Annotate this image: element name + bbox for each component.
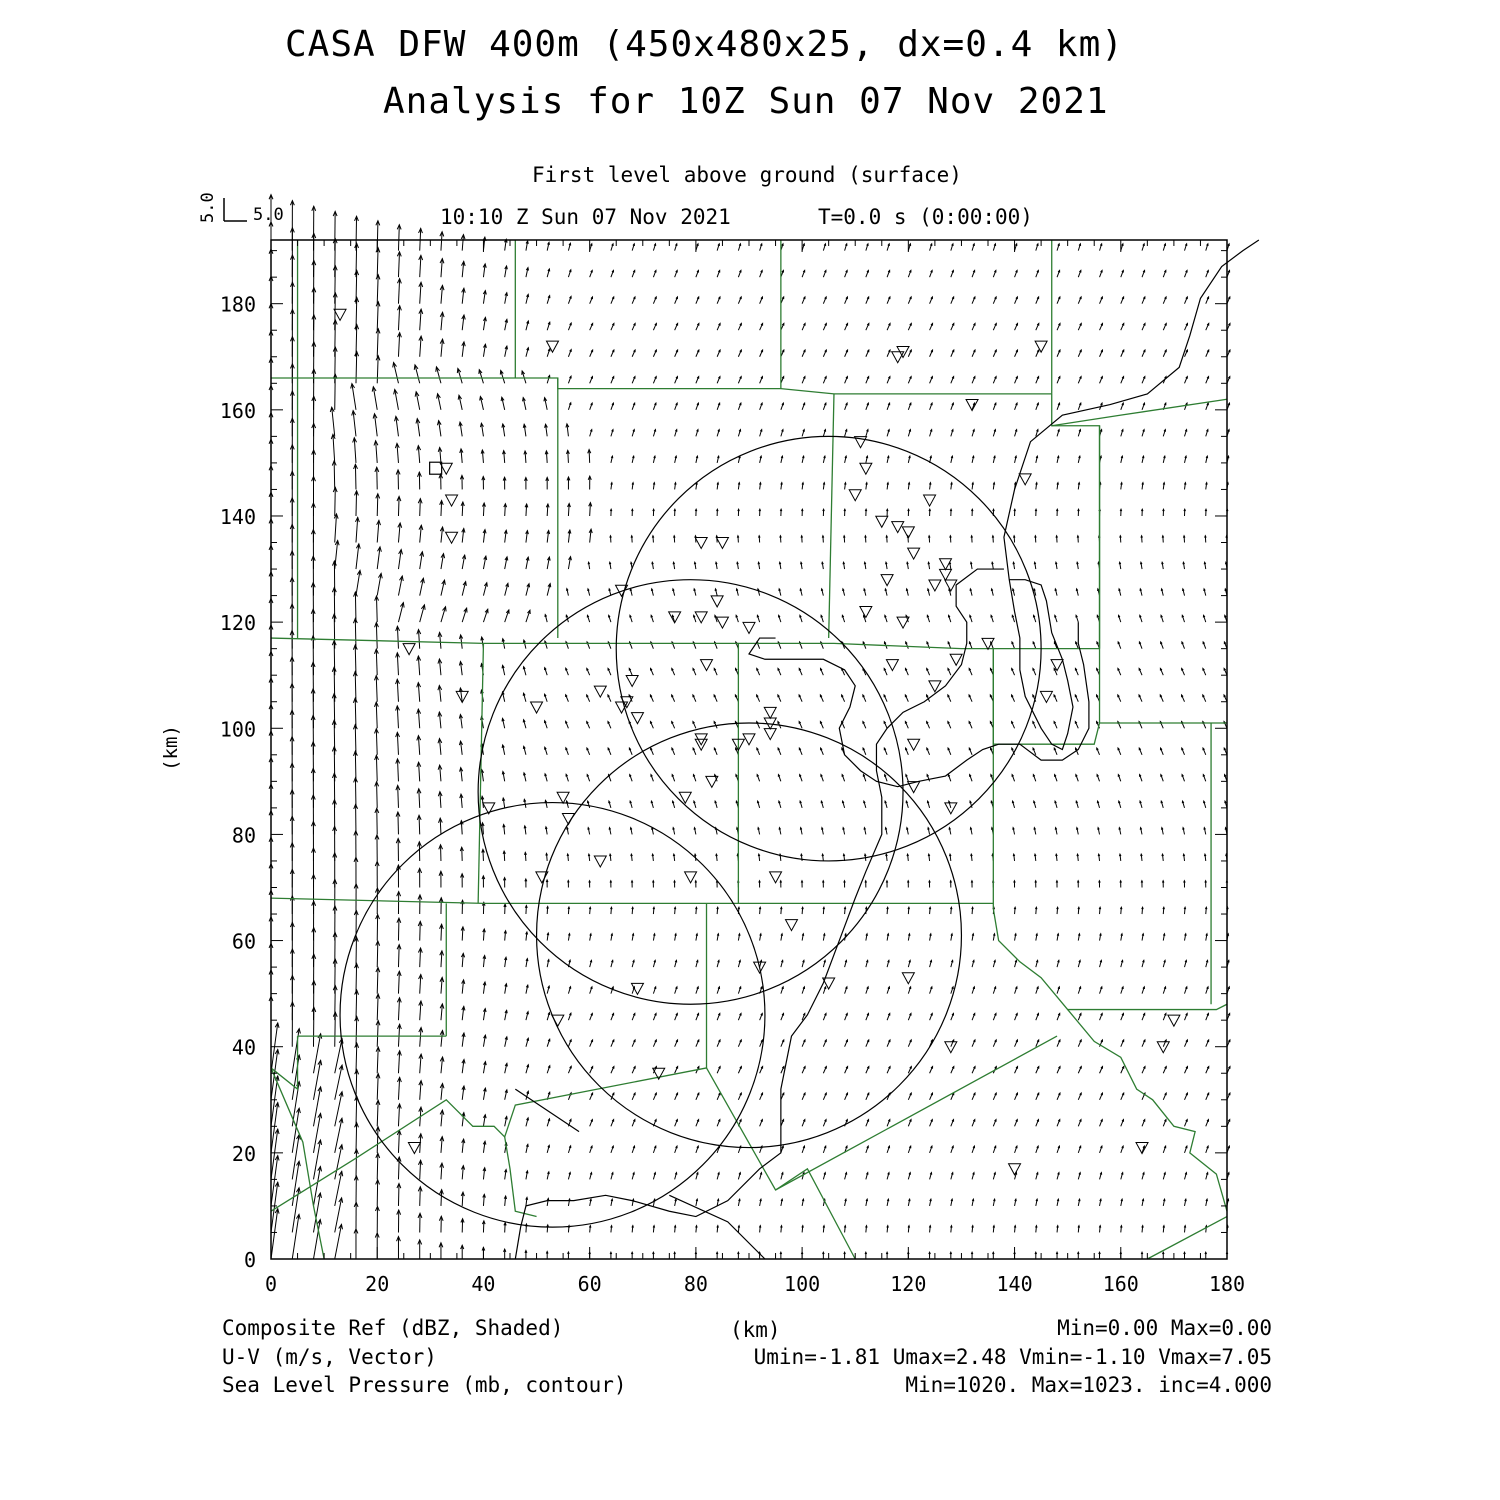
wind-vector <box>333 434 335 463</box>
wind-vector <box>420 1187 421 1206</box>
triangle-down-icon <box>785 920 797 931</box>
triangle-down-icon <box>1040 691 1052 702</box>
wind-vector <box>377 494 378 516</box>
triangle-down-icon <box>876 516 888 527</box>
wind-vector <box>292 1135 299 1180</box>
wind-vector <box>292 1161 299 1206</box>
triangle-down-icon <box>334 309 346 320</box>
triangle-down-icon <box>945 1042 957 1053</box>
wind-vector <box>377 968 378 994</box>
wind-vector <box>398 1104 399 1126</box>
x-tick-label: 180 <box>1208 1272 1246 1296</box>
subtitle-level: First level above ground (surface) <box>532 163 962 187</box>
triangle-down-icon <box>886 660 898 671</box>
wind-vector <box>419 789 420 808</box>
wind-vector <box>398 306 399 331</box>
wind-vector <box>377 329 378 357</box>
triangle-down-icon <box>743 622 755 633</box>
x-axis-label: (km) <box>730 1318 781 1342</box>
wind-vector <box>377 1021 378 1047</box>
footer-pressure-range: Min=1020. Max=1023. inc=4.000 <box>905 1373 1272 1397</box>
wind-vector <box>398 496 399 516</box>
triangle-down-icon <box>860 607 872 618</box>
wind-vector <box>397 653 398 675</box>
wind-vector <box>355 645 356 675</box>
wind-vector <box>292 1214 299 1259</box>
triangle-down-icon <box>626 676 638 687</box>
county-boundary <box>271 898 993 903</box>
wind-vector <box>398 945 399 967</box>
wind-vector <box>271 1129 278 1179</box>
triangle-down-icon <box>940 569 952 580</box>
wind-vector <box>377 1100 378 1126</box>
county-boundary <box>1100 426 1227 723</box>
wind-vector <box>335 514 337 543</box>
wind-vector <box>398 1130 399 1152</box>
wind-vector <box>376 649 377 675</box>
triangle-down-icon <box>929 580 941 591</box>
wind-vector <box>420 921 421 940</box>
y-tick-label: 20 <box>231 1141 256 1166</box>
triangle-down-icon <box>446 495 458 506</box>
x-tick-label: 120 <box>890 1272 927 1296</box>
triangle-down-icon <box>531 702 543 713</box>
wind-vector <box>398 279 399 304</box>
y-tick-label: 100 <box>219 717 256 742</box>
wind-vector <box>356 216 357 250</box>
county-boundary <box>1052 394 1100 649</box>
radar-range-rings <box>340 436 1041 1227</box>
wind-vector <box>355 592 356 622</box>
wind-vector <box>398 225 399 251</box>
vector-key-u-label: 5.0 <box>253 205 284 225</box>
wind-vector <box>271 1156 278 1206</box>
triangle-down-icon <box>408 1143 420 1154</box>
square-icon <box>430 462 442 474</box>
county-boundaries <box>271 240 1227 1259</box>
title-line-2: Analysis for 10Z Sun 07 Nov 2021 <box>383 81 1109 122</box>
triangle-down-icon <box>881 575 893 586</box>
wind-vector <box>398 333 399 357</box>
x-tick-label: 0 <box>264 1272 278 1296</box>
vector-key-v-label: 5.0 <box>198 192 218 223</box>
wind-vector <box>377 356 378 384</box>
subtitle-time: 10:10 Z Sun 07 Nov 2021 <box>440 205 731 229</box>
wind-vector <box>376 596 377 622</box>
x-tick-label: 80 <box>683 1272 708 1296</box>
wind-vector <box>441 1190 442 1206</box>
triangle-down-icon <box>695 612 707 623</box>
x-tick-label: 60 <box>577 1272 602 1296</box>
county-boundary <box>271 1068 707 1211</box>
county-boundary <box>271 378 1052 394</box>
wind-vector <box>377 248 378 277</box>
triangle-down-icon <box>770 872 782 883</box>
wind-vector <box>398 812 399 834</box>
x-tick-label: 160 <box>1102 1272 1139 1296</box>
triangle-down-icon <box>924 495 936 506</box>
y-tick-label: 120 <box>219 611 256 636</box>
y-tick-label: 160 <box>219 398 256 423</box>
wind-vector <box>377 302 378 330</box>
county-boundary <box>1068 1010 1227 1212</box>
pressure-contours <box>515 240 1259 1259</box>
triangle-down-icon <box>716 617 728 628</box>
triangle-down-icon <box>945 803 957 814</box>
wind-vector <box>355 464 356 489</box>
wind-vector <box>397 679 398 701</box>
wind-vector <box>420 1160 421 1179</box>
wind-vector <box>398 971 399 993</box>
wind-vector <box>376 623 377 649</box>
county-boundary <box>707 1036 1058 1190</box>
footer-reflectivity: Composite Ref (dBZ, Shaded) <box>222 1316 564 1340</box>
triangle-down-icon <box>695 538 707 549</box>
triangle-down-icon <box>1035 341 1047 352</box>
triangle-down-icon <box>685 872 697 883</box>
triangle-down-icon <box>1009 1164 1021 1175</box>
wind-vector <box>376 702 377 728</box>
county-boundary <box>829 394 834 638</box>
wind-vector <box>334 461 335 490</box>
wind-vector <box>376 755 377 781</box>
triangle-down-icon <box>1019 474 1031 485</box>
wind-vector <box>332 407 335 436</box>
subtitle-elapsed: T=0.0 s (0:00:00) <box>818 205 1033 229</box>
footer-wind-range: Umin=-1.81 Umax=2.48 Vmin=-1.10 Vmax=7.05 <box>753 1345 1272 1369</box>
triangle-down-icon <box>594 686 606 697</box>
wind-vector <box>377 941 378 967</box>
y-tick-label: 60 <box>231 929 256 954</box>
wind-vector <box>420 948 421 967</box>
wind-vector <box>376 729 377 755</box>
x-tick-label: 140 <box>996 1272 1033 1296</box>
x-tick-label: 40 <box>471 1272 496 1296</box>
wind-vector <box>419 815 420 834</box>
y-tick-label: 40 <box>231 1035 256 1060</box>
triangle-down-icon <box>1168 1015 1180 1026</box>
y-tick-label: 180 <box>219 292 256 317</box>
wind-vector <box>356 1017 357 1047</box>
pressure-contour <box>1004 240 1259 750</box>
triangle-down-icon <box>631 713 643 724</box>
wind-vector <box>376 676 377 702</box>
wind-vector <box>398 785 399 807</box>
wind-vector <box>377 1047 378 1073</box>
wind-vector <box>420 255 421 277</box>
plot-frame <box>271 240 1227 1259</box>
wind-vector <box>271 1209 278 1259</box>
wind-vector <box>397 706 398 728</box>
county-boundary <box>1052 399 1227 426</box>
wind-vector <box>356 491 357 516</box>
y-axis-label: (km) <box>160 725 182 771</box>
wind-vector <box>377 1153 378 1179</box>
wind-vector <box>398 998 399 1020</box>
title-line-1: CASA DFW 400m (450x480x25, dx=0.4 km) <box>285 24 1124 65</box>
triangle-down-icon <box>764 729 776 740</box>
wind-vector <box>356 1123 357 1153</box>
triangle-down-icon <box>446 532 458 543</box>
triangle-down-icon <box>1051 660 1063 671</box>
x-tick-label: 20 <box>365 1272 390 1296</box>
triangle-down-icon <box>982 638 994 649</box>
y-tick-label: 0 <box>243 1248 256 1272</box>
wind-vector <box>397 732 398 754</box>
wind-vector <box>398 1077 399 1099</box>
wind-vector <box>356 990 357 1020</box>
wind-vector <box>355 619 356 649</box>
wind-vector <box>398 252 399 277</box>
wind-vector <box>398 1184 399 1206</box>
wind-vector <box>441 924 442 940</box>
county-boundary <box>776 1169 856 1259</box>
y-tick-label: 80 <box>231 823 256 848</box>
triangle-down-icon <box>908 739 920 750</box>
wind-vector <box>420 499 421 516</box>
footer-pressure: Sea Level Pressure (mb, contour) <box>222 1373 627 1397</box>
wind-vector <box>271 1103 278 1153</box>
y-tick-label: 140 <box>219 504 256 529</box>
wind-vector <box>377 994 378 1020</box>
wind-vector <box>377 1127 378 1153</box>
triangle-down-icon <box>764 707 776 718</box>
wind-vector <box>377 1074 378 1100</box>
axis-ticks <box>220 240 1245 1296</box>
wind-vectors <box>269 195 1230 1259</box>
wind-vector <box>397 626 398 648</box>
footer-reflectivity-range: Min=0.00 Max=0.00 <box>1057 1316 1272 1340</box>
wind-vector <box>397 759 398 781</box>
wind-vector <box>356 963 357 993</box>
triangle-down-icon <box>594 856 606 867</box>
triangle-down-icon <box>908 548 920 559</box>
triangle-down-icon <box>552 1015 564 1026</box>
wind-vector <box>355 751 356 781</box>
triangle-down-icon <box>950 654 962 665</box>
triangle-down-icon <box>716 538 728 549</box>
county-boundary <box>1147 1217 1227 1259</box>
triangle-down-icon <box>902 973 914 984</box>
wind-vector <box>355 778 356 808</box>
triangle-down-icon <box>701 660 713 671</box>
wind-vector <box>335 487 336 516</box>
footer-wind: U-V (m/s, Vector) <box>222 1345 437 1369</box>
wind-vector <box>271 1023 278 1073</box>
wind-vector <box>398 1051 399 1073</box>
triangle-down-icon <box>892 352 904 363</box>
x-tick-label: 100 <box>784 1272 821 1296</box>
wind-vector <box>377 275 378 304</box>
wind-vector <box>356 1149 357 1179</box>
triangle-down-icon <box>945 580 957 591</box>
triangle-down-icon <box>403 644 415 655</box>
county-boundary <box>993 909 1227 1010</box>
triangle-down-icon <box>849 490 861 501</box>
wind-vector <box>377 782 378 808</box>
wind-vector <box>271 1076 278 1126</box>
county-boundary <box>271 638 1100 649</box>
triangle-down-icon <box>1157 1042 1169 1053</box>
triangle-down-icon <box>711 596 723 607</box>
triangle-down-icon <box>860 463 872 474</box>
